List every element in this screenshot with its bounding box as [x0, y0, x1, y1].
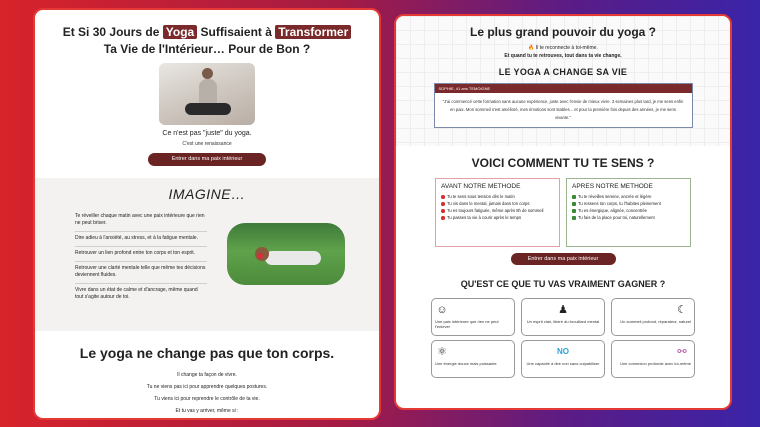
list-item: Tu es énergique, alignée, concentrée — [572, 207, 685, 214]
testimonial-author-tag: SOPHIE, 41 ans TEMOIGNE — [435, 84, 692, 93]
photo-man-body — [265, 251, 321, 265]
bottom-section — [35, 331, 379, 414]
imagine-title: IMAGINE… — [168, 186, 246, 202]
gains-grid — [396, 298, 730, 378]
bottom-line: Tu viens ici pour reprendre le contrôle de ta vie. — [154, 396, 260, 402]
gains-section — [396, 265, 730, 378]
hero-section — [35, 10, 379, 166]
yoga-meditation-photo — [159, 63, 255, 125]
photo-person-legs — [185, 103, 231, 115]
bottom-title: Le yoga ne change pas que ton corps. — [79, 345, 335, 361]
imagine-section — [35, 178, 379, 331]
after-column — [566, 178, 691, 247]
before-title: AVANT NOTRE METHODE — [441, 183, 521, 190]
bottom-line: Et tu vas y arriver, même si : — [175, 408, 239, 414]
list-item: Dire adieu à l'anxiété, au stress, et à la fatigue mentale. — [75, 232, 207, 247]
meditation-icon: ♟ — [558, 304, 568, 316]
list-item: Retrouver un lien profond entre ton corps et ton esprit. — [75, 247, 207, 262]
before-column — [435, 178, 560, 247]
gain-text: Un sommeil profond, réparateur, naturel — [620, 319, 691, 324]
bottom-line: Tu ne viens pas ici pour apprendre quelques postures. — [146, 384, 268, 390]
before-list — [441, 193, 554, 221]
gains-title: QU'EST CE QUE TU VAS VRAIMENT GAGNER ? — [460, 279, 666, 289]
gain-card-energy — [431, 340, 515, 378]
before-after-comparison — [396, 178, 730, 247]
headphone-icon — [257, 253, 263, 259]
hero-subtitle-2: C'est une renaissance — [182, 141, 232, 147]
right-landing-card — [394, 14, 732, 410]
testimonial-quote: "J'ai commencé cette formation sans aucune expérience, juste avec l'envie de mieux vivre. 3 semaines plus tard, je me sens enfin en paix. Mon sommeil s'est amélioré, mes émotions sont stables... et pour la première fois depuis des années, je me sens vivante." — [442, 99, 684, 120]
list-item: Tu te sens sous tension dès le matin — [441, 193, 554, 200]
mind-head-icon: ☺ — [436, 304, 448, 316]
power-section — [396, 16, 730, 146]
bottom-line: Il change ta façon de vivre. — [177, 372, 237, 378]
feelings-cta-button[interactable]: Entrer dans ma paix intérieur — [511, 253, 616, 265]
energy-atom-icon: ⚛ — [437, 346, 447, 358]
highlight-transformer: Transformer — [275, 25, 351, 39]
list-item: Tu fais de la place pour toi, naturellement — [572, 214, 685, 221]
list-item: Tu passes ta vie à courir après le temps — [441, 214, 554, 221]
hero-cta-button[interactable]: Entrer dans ma paix intérieur — [148, 153, 266, 166]
power-line-1: 🔥 Il te reconnecte à toi-même. — [528, 45, 598, 51]
photo-person-body — [199, 79, 217, 105]
man-on-grass-photo — [227, 223, 345, 285]
after-list — [572, 193, 685, 221]
gain-text: Une connexion profonde avec toi-même — [620, 361, 691, 366]
testimonial-box — [434, 83, 693, 128]
list-item: Tu vis dans le mental, jamais dans ton corps — [441, 200, 554, 207]
no-badge-icon: NO — [557, 347, 569, 356]
power-title: Le plus grand pouvoir du yoga ? — [469, 25, 656, 39]
highlight-yoga: Yoga — [163, 25, 197, 39]
feelings-title: VOICI COMMENT TU TE SENS ? — [471, 156, 655, 170]
list-item: Retrouver une clarté mentale telle que même tes décisions deviennent fluides. — [75, 262, 207, 284]
list-item: Tu te réveilles sereine, ancrée et légère — [572, 193, 685, 200]
after-title: APRES NOTRE METHODE — [572, 183, 653, 190]
testimonial-section-title: LE YOGA A CHANGE SA VIE — [498, 67, 628, 77]
list-item: Tu es toujours fatiguée, même après 8h de sommeil — [441, 207, 554, 214]
imagine-list — [75, 210, 207, 305]
hero-subtitle: Ce n'est pas "juste" du yoga. — [162, 130, 252, 137]
gain-text: Un esprit clair, libéré du brouillard mental — [526, 319, 600, 324]
moon-stars-icon: ☾ — [677, 304, 687, 316]
photo-person-head — [202, 68, 213, 79]
gain-card-peace — [431, 298, 515, 336]
feelings-section — [396, 146, 730, 265]
connection-nodes-icon: ⚯ — [677, 346, 687, 358]
left-landing-card — [33, 8, 381, 420]
gain-text: Une énergie douce mais puissante — [435, 361, 497, 366]
gain-text: Une paix intérieure que rien ne peut t'enlever — [435, 319, 499, 329]
list-item: Vivre dans un état de calme et d'ancrage, même quand tout s'agite autour de toi. — [75, 287, 198, 300]
gain-card-connection — [611, 340, 695, 378]
gain-text: Une capacité à dire non sans culpabiliser — [526, 361, 600, 366]
list-item: Te réveiller chaque matin avec une paix intérieure que rien ne peut briser. — [75, 210, 207, 232]
power-line-2: Et quand tu te retrouves, tout dans ta vie change. — [504, 53, 622, 59]
gain-card-sleep — [611, 298, 695, 336]
gain-card-say-no — [521, 340, 605, 378]
gain-card-clarity — [521, 298, 605, 336]
list-item: Tu ressens ton corps, tu l'habites pleinement — [572, 200, 685, 207]
hero-title: Et Si 30 Jours de Yoga Suffisaient à Transformer Ta Vie de l'Intérieur… Pour de Bon ? — [45, 24, 369, 58]
